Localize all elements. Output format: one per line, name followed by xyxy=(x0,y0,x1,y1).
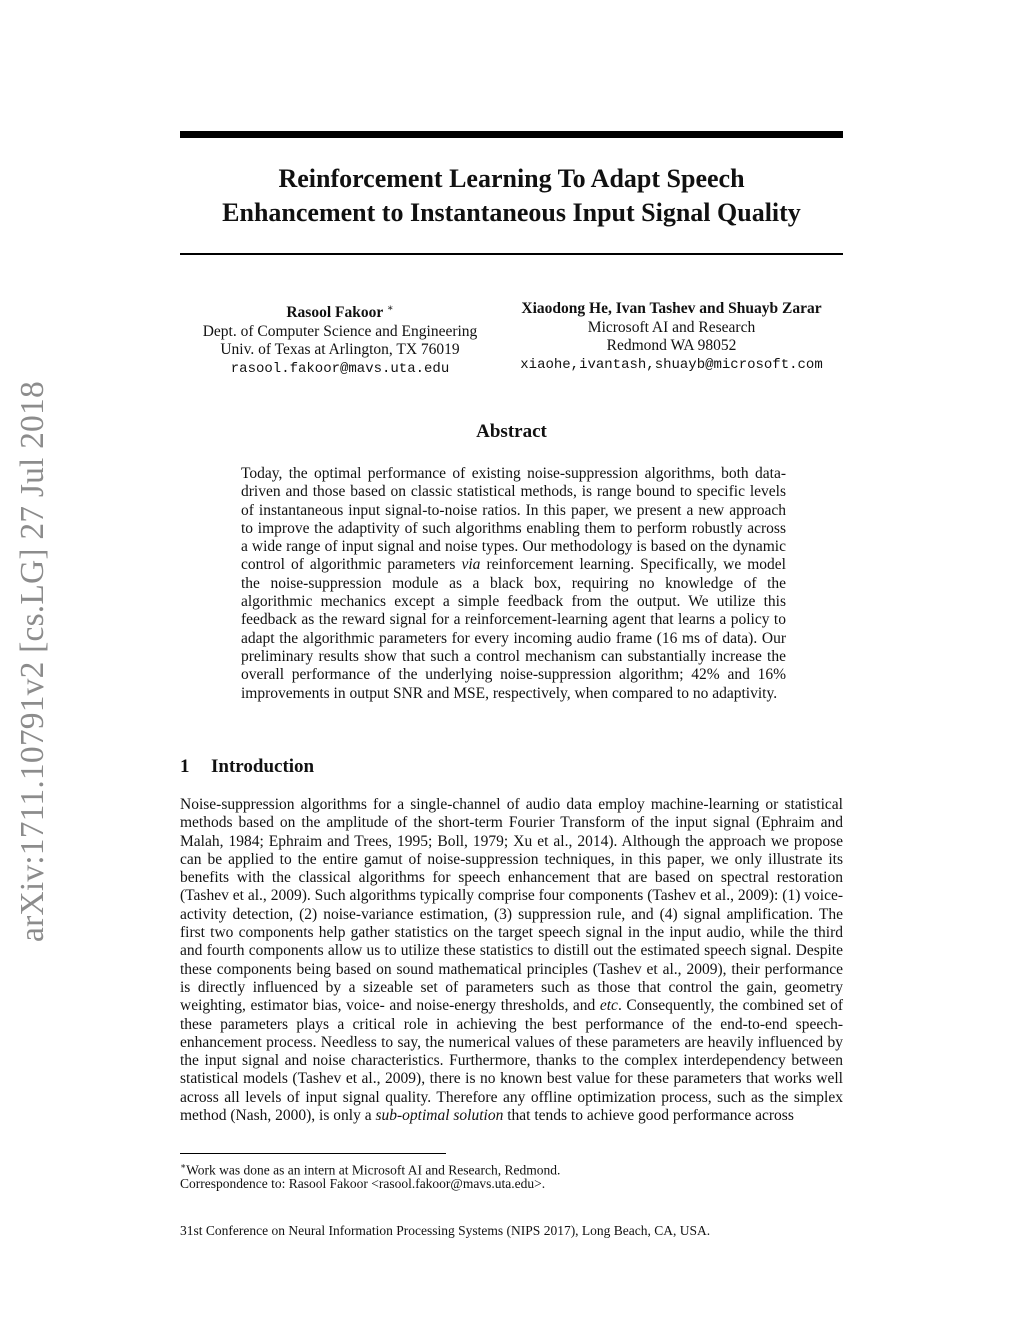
author-univ: Univ. of Texas at Arlington, TX 76019 xyxy=(220,341,460,359)
abstract-text xyxy=(241,465,786,703)
title-line-1: Reinforcement Learning To Adapt Speech xyxy=(278,164,745,193)
arxiv-identifier-stamp: arXiv:1711.10791v2 [cs.LG] 27 Jul 2018 xyxy=(14,381,51,942)
abstract-text-italic: via xyxy=(461,556,481,574)
intro-text-part1: Noise-suppression algorithms for a single-channel of audio data employ machine-learning or statistical methods based on the amplitude of the short-term Fourier Transform of the input signal (Ephraim and Malah, 1984; Ephraim and Trees, 1995; Boll, 1979; Xu et al., 2014). Although the approach we propose can be applied to the entire gamut of noise-suppression techniques, in this paper, we only illustrate its benefits with the classical algorithms for speech enhancement that are based on spectral restoration (Tashev et al., 2009). Such algorithms typically comprise four components (Tashev et al., 2009): (1) voice-activity detection, (2) noise-variance estimation, (3) suppression rule, and (4) signal amplification. The first two components help gather statistics on the target speech signal in the input audio, while the third and fourth components allow us to utilize these statistics to distill out the estimated speech signal. Despite these components being based on sound mathematical principles (Tashev et al., 2009), their performance is directly influenced by a sizeable set of parameters such as those that control the gain, geometry weighting, estimator bias, voice- and noise-energy thresholds, and xyxy=(180,796,843,1015)
author-location: Redmond WA 98052 xyxy=(606,337,737,354)
intro-text-part2: . Consequently, the combined set of these parameters plays a critical role in achieving the best performance of the end-to-end speech-enhancement process. Needless to say, the numerical values of these parameters are heavily influenced by the input signal and noise characteristics. Furthermore, thanks to the complex interdependency between statistical models (Tashev et al., 2009), there is no known best value for these parameters that works well across all levels of input signal quality. Therefore any offline optimization process, such as the simplex method (Nash, 2000), is only a xyxy=(180,997,843,1125)
author-dept: Dept. of Computer Science and Engineering xyxy=(202,322,478,340)
footnote-2: Correspondence to: Rasool Fakoor <rasool.fakoor@mavs.uta.edu>. xyxy=(180,1176,546,1191)
author-block-left xyxy=(180,300,500,378)
venue-footer: 31st Conference on Neural Information Processing Systems (NIPS 2017), Long Beach, CA, USA. xyxy=(180,1223,711,1238)
footnote-rule xyxy=(180,1153,446,1154)
introduction-text xyxy=(180,796,843,1125)
title-top-rule xyxy=(180,131,843,138)
intro-text-part3: that tends to achieve good performance across xyxy=(503,1107,794,1125)
author-email-left: rasool.fakoor@mavs.uta.edu xyxy=(230,360,450,377)
author-org: Microsoft AI and Research xyxy=(587,318,756,336)
footnote-1-text: Work was done as an intern at Microsoft AI and Research, Redmond. xyxy=(186,1162,561,1178)
author-block-right xyxy=(500,300,843,374)
section-title: Introduction xyxy=(211,756,315,777)
title-bottom-rule xyxy=(180,253,843,255)
footnote-mark: ∗ xyxy=(180,1161,187,1171)
author-name-right: Xiaodong He, Ivan Tashev and Shuayb Zarar xyxy=(521,300,822,317)
author-footnote-mark: ∗ xyxy=(386,303,394,314)
intro-text-italic-suboptimal: sub-optimal solution xyxy=(375,1107,504,1125)
section-number: 1 xyxy=(180,756,190,777)
abstract-text-part2: reinforcement learning. Specifically, we model the noise-suppression module as a black box, requiring no knowledge of the algorithmic mechanics except a simple feedback from the output. We utilize this feedback as the reward signal for a reinforcement-learning agent that learns a policy to adapt the algorithmic parameters for every incoming audio frame (16 ms of data). Our preliminary results show that such a control mechanism can substantially increase the overall performance of the underlying noise-suppression algorithm; 42% and 16% improvements in output SNR and MSE, respectively, when compared to no adaptivity. xyxy=(241,556,786,702)
author-name-left xyxy=(180,300,500,323)
abstract-text-part1: Today, the optimal performance of existing noise-suppression algorithms, both data-driven and those based on classic statistical methods, is range bound to specific levels of instantaneous input signal-to-noise ratios. In this paper, we present a new approach to improve the adaptivity of such algorithms enabling them to perform robustly across a wide range of input signal and noise types. Our methodology is based on the dynamic control of algorithmic parameters xyxy=(241,465,786,574)
paper-title xyxy=(180,162,843,230)
author-name-text: Rasool Fakoor xyxy=(286,304,383,322)
section-heading-introduction xyxy=(180,756,314,778)
author-email-right: xiaohe,ivantash,shuayb@microsoft.com xyxy=(520,356,823,373)
title-line-2: Enhancement to Instantaneous Input Signal Quality xyxy=(222,198,801,227)
abstract-heading: Abstract xyxy=(476,421,547,442)
intro-text-italic-etc: etc xyxy=(599,997,618,1015)
